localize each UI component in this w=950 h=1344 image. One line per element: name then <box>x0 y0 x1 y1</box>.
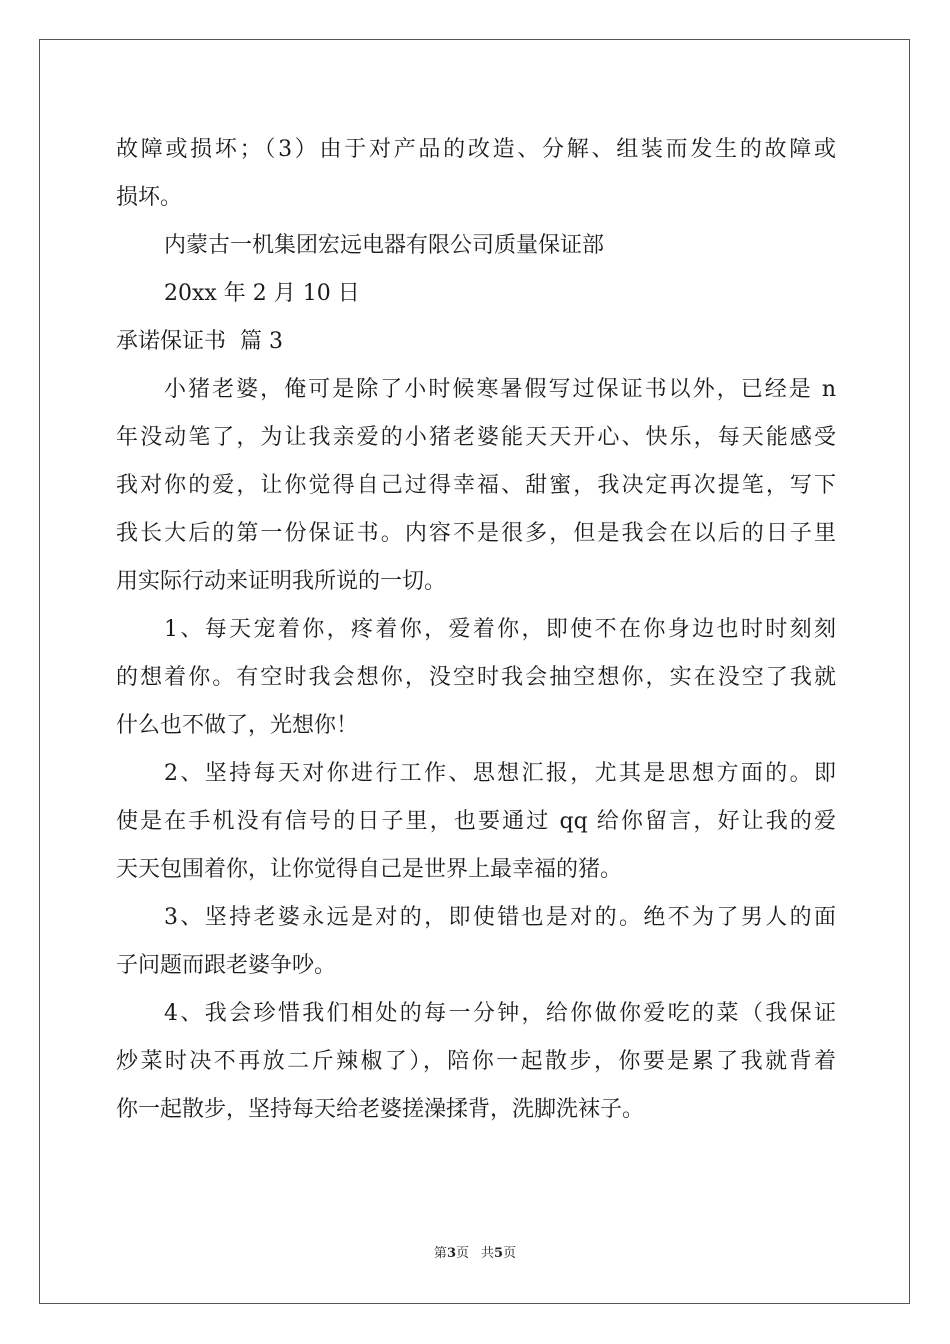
text-line: 1、每天宠着你，疼着你，爱着你，即使不在你身边也时时刻刻 <box>164 617 836 642</box>
text-line: 2、坚持每天对你进行工作、思想汇报，尤其是思想方面的。即 <box>164 761 836 786</box>
text-line: 的想着你。有空时我会想你，没空时我会抽空想你，实在没空了我就 <box>116 665 836 690</box>
text-line: 什么也不做了，光想你！ <box>116 713 359 738</box>
section-heading: 承诺保证书 篇 3 <box>116 329 283 354</box>
page-suffix: 页 <box>455 1246 469 1261</box>
text-line: 小猪老婆，俺可是除了小时候寒暑假写过保证书以外，已经是 n <box>164 377 836 402</box>
text-line: 用实际行动来证明我所说的一切。 <box>116 569 447 594</box>
text-line: 我长大后的第一份保证书。内容不是很多，但是我会在以后的日子里 <box>116 521 836 546</box>
text-line: 我对你的爱，让你觉得自己过得幸福、甜蜜，我决定再次提笔，写下 <box>116 473 836 498</box>
text-line: 3、坚持老婆永远是对的，即使错也是对的。绝不为了男人的面 <box>164 905 836 930</box>
total-prefix: 共 <box>481 1246 495 1261</box>
page-prefix: 第 <box>433 1246 447 1261</box>
page-total: 5 <box>494 1246 504 1261</box>
page-current: 3 <box>446 1246 456 1261</box>
signature-organization: 内蒙古一机集团宏远电器有限公司质量保证部 <box>164 233 605 258</box>
text-line: 子问题而跟老婆争吵。 <box>116 953 337 978</box>
page-footer <box>0 1244 950 1264</box>
text-line: 损坏。 <box>116 185 183 210</box>
text-line: 使是在手机没有信号的日子里，也要通过 qq 给你留言，好让我的爱 <box>116 809 836 834</box>
signature-date: 20xx 年 2 月 10 日 <box>164 281 360 306</box>
total-suffix: 页 <box>503 1246 517 1261</box>
text-line: 4、我会珍惜我们相处的每一分钟，给你做你爱吃的菜（我保证 <box>164 1001 836 1026</box>
text-line: 天天包围着你，让你觉得自己是世界上最幸福的猪。 <box>116 857 623 882</box>
text-line: 年没动笔了，为让我亲爱的小猪老婆能天天开心、快乐，每天能感受 <box>116 425 836 450</box>
text-line: 你一起散步，坚持每天给老婆搓澡揉背，洗脚洗袜子。 <box>116 1097 645 1122</box>
text-line: 故障或损坏；（3）由于对产品的改造、分解、组装而发生的故障或 <box>116 137 836 162</box>
document-body <box>116 126 836 1134</box>
text-line: 炒菜时决不再放二斤辣椒了），陪你一起散步，你要是累了我就背着 <box>116 1049 836 1074</box>
